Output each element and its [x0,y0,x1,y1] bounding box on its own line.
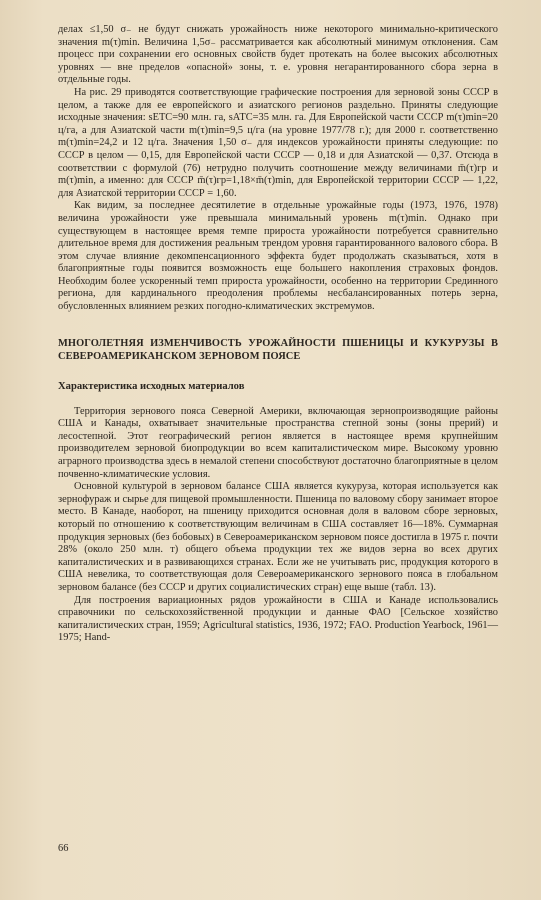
subheading: Характеристика исходных материалов [58,380,245,392]
paragraph-conclusion: Как видим, за последнее десятилетие в отдельные урожайные годы (1973, 1976, 1978) величина урожайности уже превышала минимальный уровень m(τ)min. Однако при существующем в настоящее время темпе прироста урожайности потребуется сравнительно длительное время для достижения реальным трендом уровня гарантированного валового сбора. В этом случае влияние декомпенсационного эффекта будет продолжать сказываться, хотя в благоприятные годы появится возможность еще большего накопления страховых фондов. Необходим более ускоренный темп прироста урожайности, особенно на территории Срединного региона, для кардинального преодоления проблемы несбалансированных потерь зерна, обусловленных влиянием резких погодно-климатических экстремумов. [58,200,498,313]
paragraph-continuation: делах ≤1,50 σ₋ не будут снижать урожайность ниже некоторого минимально-критического значения m(τ)min. Величина 1,5σ₋ рассматривается как абсолютный минимум отклонения. Сам процесс при сохранении его основных свойств будет протекать на более высоких абсолютных уровнях — вне пределов «опасной» зоны, т. е. уровня негарантированного сбора зерна в отдельные годы. [58,24,498,86]
paragraph-sources: Для построения вариационных рядов урожайности в США и Канаде использовались справочники по сельскохозяйственной продукции и данные ФАО [Сельское хозяйство капиталистических стран, 1959; Agricultural statistics, 1936, 1972; FAO. Production Yearbock, 1961—1975; Hand- [58,594,498,644]
text-column [58,24,498,645]
paragraph-territory: Территория зернового пояса Северной Америки, включающая зернопроизводящие районы США и Канады, охватывает значительные пространства степной зоны (зоны прерий) и лесостепной. Этот географический регион является в настоящее время крупнейшим производителем зерновой биопродукции во всем капиталистическом мире. Высокому уровню аграрного производства здесь в немалой степени способствуют достаточно благоприятные в целом почвенно-климатические условия. [58,405,498,480]
section-title: МНОГОЛЕТНЯЯ ИЗМЕНЧИВОСТЬ УРОЖАЙНОСТИ ПШЕНИЦЫ И КУКУРУЗЫ В СЕВЕРОАМЕРИКАНСКОМ ЗЕРНОВОМ ПОЯСЕ [58,337,498,363]
paragraph-fig29: На рис. 29 приводятся соответствующие графические построения для зерновой зоны СССР в целом, а также для ее европейского и азиатского регионов раздельно. Приняты следующие исходные значения: sЕТС=90 млн. га, sАТС=35 млн. га. Для Европейской части СССР m(τ)min=20 ц/га, а для Азиатской части m(τ)min=9,5 ц/га (на уровне 1977/78 г.); для 2000 г. соответственно m(τ)min=24,2 и 12 ц/га. Значения 1,50 σ₋ для индексов урожайности приняты следующие: по СССР в целом — 0,15, для Европейской части СССР — 0,18 и для Азиатской — 0,37. Отсюда в соответствии с формулой (76) нетрудно получить соотношение между величинами m̄(τ)гр и m(τ)min, а именно: для СССР m̄(τ)гр=1,18×m̄(τ)min, для Европейской территории СССР — 1,22, для Азиатской территории СССР = 1,60. [58,86,498,199]
page-number: 66 [58,843,69,854]
paragraph-crops: Основной культурой в зерновом балансе США является кукуруза, которая используется как зернофураж и сырье для пищевой промышленности. Пшеница по валовому сбору занимает второе место. В Канаде, наоборот, на пшеницу приходится основная доля в валовом сборе зерновых, который по отношению к соответствующим величинам в США составляет 16—18%. Суммарная продукция зерновых (без бобовых) в Североамериканском зерновом поясе достигла в 1975 г. почти 28% (около 250 млн. т) общего объема продукции тех же видов зерна во всех других капиталистических и в развивающихся странах. Если же не учитывать рис, продукция которого в США невелика, то соответствующая доля Североамериканского зернового пояса в глобальном зерновом балансе (без СССР и других социалистических стран) еще выше (табл. 13). [58,481,498,593]
